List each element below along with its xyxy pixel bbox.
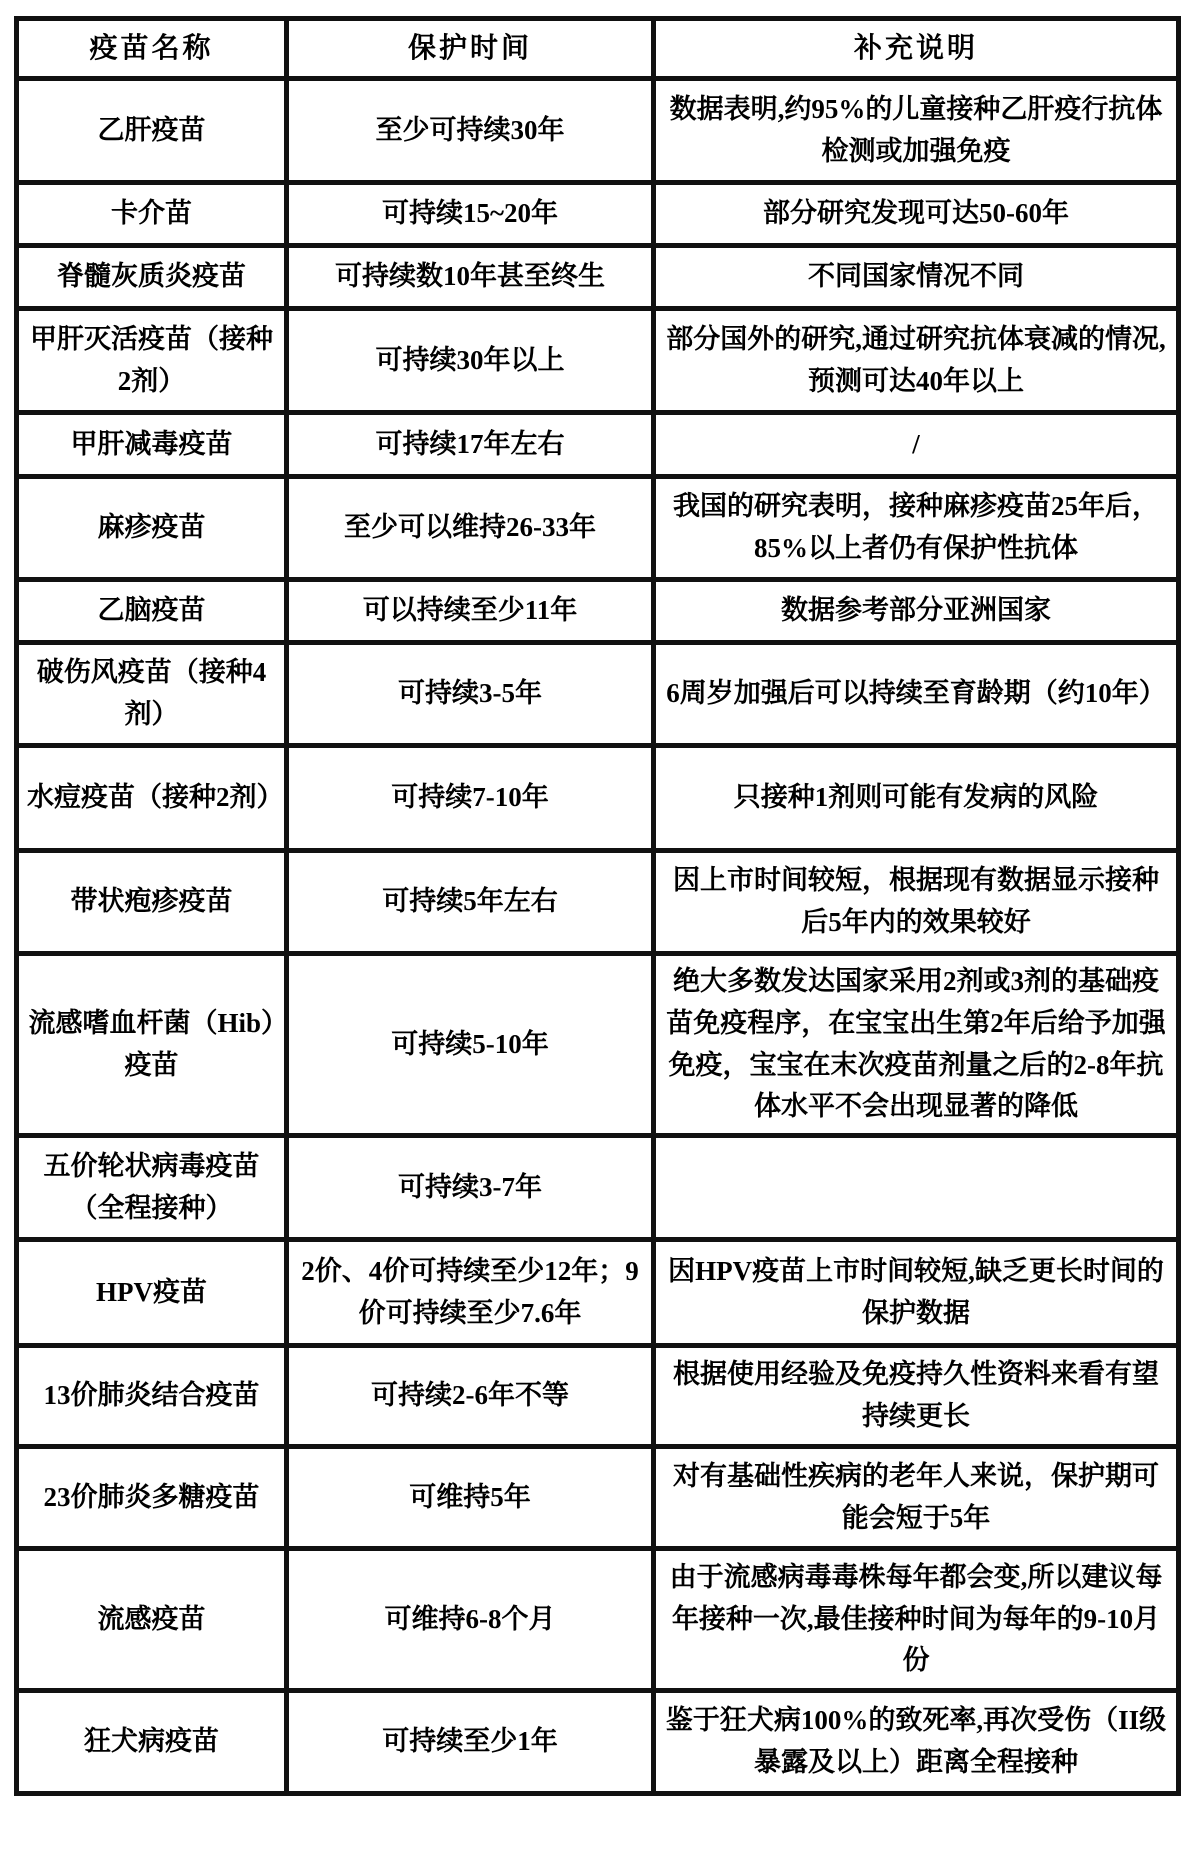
duration-cell: 可持续数10年甚至终生 [287, 246, 654, 309]
vaccine-name-cell: 狂犬病疫苗 [17, 1691, 287, 1794]
note-cell: 数据参考部分亚洲国家 [654, 580, 1179, 643]
duration-cell: 可持续5-10年 [287, 954, 654, 1136]
vaccine-name-cell: 乙脑疫苗 [17, 580, 287, 643]
note-cell: 由于流感病毒毒株每年都会变,所以建议每年接种一次,最佳接种时间为每年的9-10月份 [654, 1549, 1179, 1691]
vaccine-name-cell: 13价肺炎结合疫苗 [17, 1346, 287, 1447]
vaccine-name-cell: 流感疫苗 [17, 1549, 287, 1691]
vaccine-name-cell: 带状疱疹疫苗 [17, 851, 287, 954]
table-row [17, 1549, 1179, 1691]
duration-cell: 2价、4价可持续至少12年；9价可持续至少7.6年 [287, 1240, 654, 1346]
duration-cell: 可持续7-10年 [287, 746, 654, 851]
vaccine-name-cell: 破伤风疫苗（接种4剂） [17, 643, 287, 746]
table-row [17, 954, 1179, 1136]
table-row [17, 746, 1179, 851]
duration-cell: 可持续3-7年 [287, 1136, 654, 1240]
vaccine-protection-table [14, 16, 1181, 1796]
table-row [17, 1447, 1179, 1549]
note-cell: 6周岁加强后可以持续至育龄期（约10年） [654, 643, 1179, 746]
note-cell: 部分国外的研究,通过研究抗体衰减的情况,预测可达40年以上 [654, 309, 1179, 413]
table-row [17, 309, 1179, 413]
table-row [17, 246, 1179, 309]
table-row [17, 1136, 1179, 1240]
duration-cell: 可持续至少1年 [287, 1691, 654, 1794]
table-row [17, 183, 1179, 246]
table-row [17, 851, 1179, 954]
note-cell: 因HPV疫苗上市时间较短,缺乏更长时间的保护数据 [654, 1240, 1179, 1346]
vaccine-name-cell: 流感嗜血杆菌（Hib）疫苗 [17, 954, 287, 1136]
table-row [17, 79, 1179, 183]
vaccine-name-cell: 甲肝灭活疫苗（接种2剂） [17, 309, 287, 413]
vaccine-name-cell: 卡介苗 [17, 183, 287, 246]
note-cell: 数据表明,约95%的儿童接种乙肝疫行抗体检测或加强免疫 [654, 79, 1179, 183]
header-supplementary-note: 补充说明 [654, 19, 1179, 79]
table-row [17, 643, 1179, 746]
vaccine-name-cell: 脊髓灰质炎疫苗 [17, 246, 287, 309]
duration-cell: 可以持续至少11年 [287, 580, 654, 643]
duration-cell: 可持续15~20年 [287, 183, 654, 246]
table-row [17, 1240, 1179, 1346]
header-protection-duration: 保护时间 [287, 19, 654, 79]
note-cell [654, 1136, 1179, 1240]
note-cell: 对有基础性疾病的老年人来说，保护期可能会短于5年 [654, 1447, 1179, 1549]
vaccine-name-cell: 乙肝疫苗 [17, 79, 287, 183]
table-row [17, 477, 1179, 580]
note-cell: 绝大多数发达国家采用2剂或3剂的基础疫苗免疫程序，在宝宝出生第2年后给予加强免疫，宝宝在末次疫苗剂量之后的2-8年抗体水平不会出现显著的降低 [654, 954, 1179, 1136]
note-cell: 因上市时间较短，根据现有数据显示接种后5年内的效果较好 [654, 851, 1179, 954]
duration-cell: 可持续17年左右 [287, 413, 654, 477]
vaccine-name-cell: 甲肝减毒疫苗 [17, 413, 287, 477]
vaccine-name-cell: 23价肺炎多糖疫苗 [17, 1447, 287, 1549]
header-vaccine-name: 疫苗名称 [17, 19, 287, 79]
duration-cell: 至少可持续30年 [287, 79, 654, 183]
note-cell: 根据使用经验及免疫持久性资料来看有望持续更长 [654, 1346, 1179, 1447]
duration-cell: 可持续3-5年 [287, 643, 654, 746]
vaccine-name-cell: HPV疫苗 [17, 1240, 287, 1346]
note-cell: / [654, 413, 1179, 477]
note-cell: 只接种1剂则可能有发病的风险 [654, 746, 1179, 851]
duration-cell: 至少可以维持26-33年 [287, 477, 654, 580]
table-row [17, 1691, 1179, 1794]
duration-cell: 可维持5年 [287, 1447, 654, 1549]
note-cell: 不同国家情况不同 [654, 246, 1179, 309]
vaccine-name-cell: 五价轮状病毒疫苗（全程接种） [17, 1136, 287, 1240]
duration-cell: 可维持6-8个月 [287, 1549, 654, 1691]
duration-cell: 可持续2-6年不等 [287, 1346, 654, 1447]
vaccine-name-cell: 水痘疫苗（接种2剂） [17, 746, 287, 851]
table-row [17, 413, 1179, 477]
duration-cell: 可持续5年左右 [287, 851, 654, 954]
vaccine-name-cell: 麻疹疫苗 [17, 477, 287, 580]
duration-cell: 可持续30年以上 [287, 309, 654, 413]
table-row [17, 580, 1179, 643]
header-row [17, 19, 1179, 79]
note-cell: 部分研究发现可达50-60年 [654, 183, 1179, 246]
table-row [17, 1346, 1179, 1447]
note-cell: 鉴于狂犬病100%的致死率,再次受伤（II级暴露及以上）距离全程接种 [654, 1691, 1179, 1794]
note-cell: 我国的研究表明，接种麻疹疫苗25年后，85%以上者仍有保护性抗体 [654, 477, 1179, 580]
